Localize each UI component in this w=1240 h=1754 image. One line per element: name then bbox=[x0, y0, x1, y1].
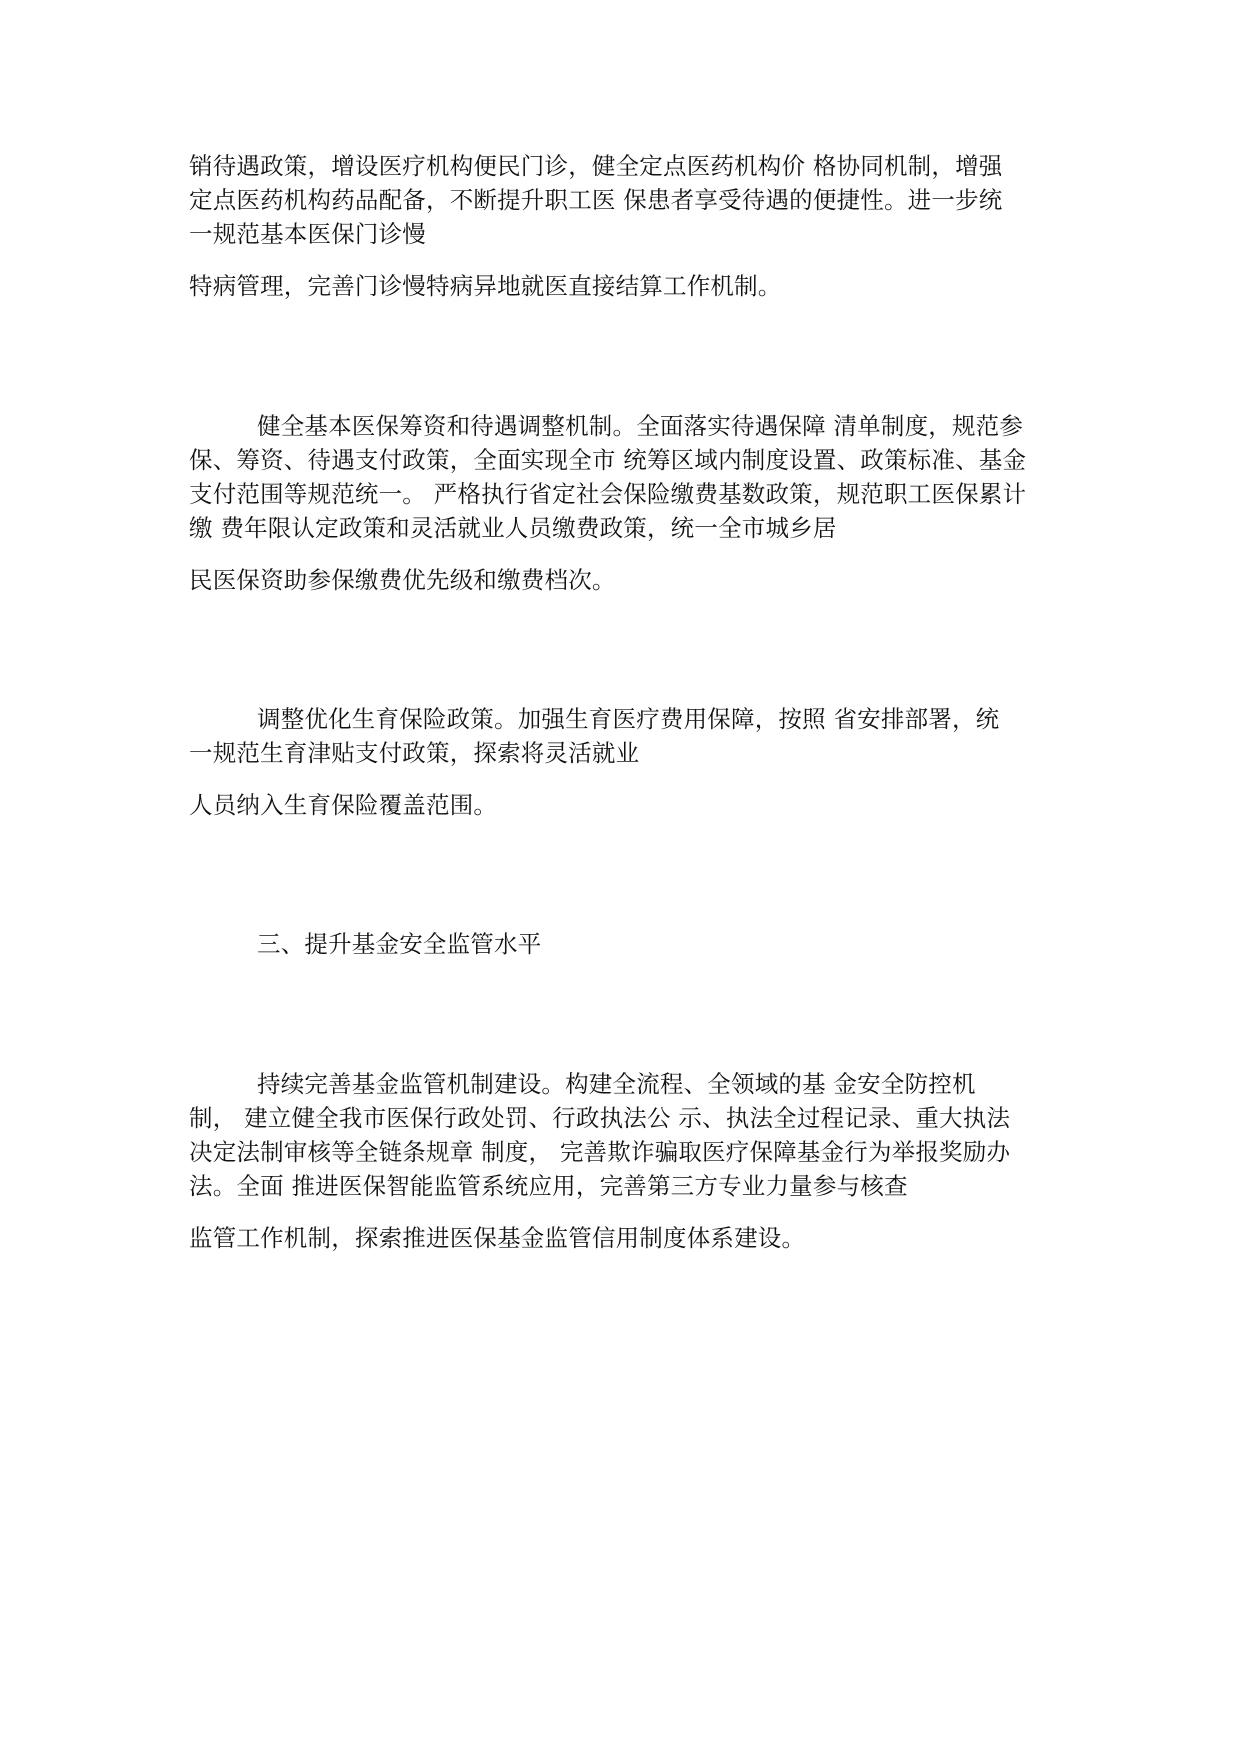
text-line: 决定法制审核等全链条规章 制度， 完善欺诈骗取医疗保障基金行为举报奖励办 bbox=[189, 1138, 1011, 1166]
text-line: 支付范围等规范统一。 严格执行省定社会保险缴费基数政策，规范职工医保累计 bbox=[189, 480, 1027, 508]
text-line: 一规范基本医保门诊慢 bbox=[189, 220, 426, 248]
text-line: 特病管理，完善门诊慢特病异地就医直接结算工作机制。 bbox=[189, 272, 782, 300]
text-line: 健全基本医保筹资和待遇调整机制。全面落实待遇保障 清单制度，规范参 bbox=[257, 412, 1024, 440]
text-line: 缴 费年限认定政策和灵活就业人员缴费政策，统一全市城乡居 bbox=[189, 514, 837, 542]
section-heading: 三、提升基金安全监管水平 bbox=[257, 930, 542, 958]
text-line: 制， 建立健全我市医保行政处罚、行政执法公 示、执法全过程记录、重大执法 bbox=[189, 1104, 1011, 1132]
text-line: 人员纳入生育保险覆盖范围。 bbox=[189, 791, 498, 819]
text-line: 民医保资助参保缴费优先级和缴费档次。 bbox=[189, 566, 616, 594]
text-line: 销待遇政策，增设医疗机构便民门诊，健全定点医药机构价 格协同机制，增强 bbox=[189, 152, 1003, 180]
text-line: 调整优化生育保险政策。加强生育医疗费用保障，按照 省安排部署，统 bbox=[257, 705, 1000, 733]
text-line: 监管工作机制，探索推进医保基金监管信用制度体系建设。 bbox=[189, 1224, 806, 1252]
text-line: 持续完善基金监管机制建设。构建全流程、全领域的基 金安全防控机 bbox=[257, 1070, 976, 1098]
text-line: 保、筹资、待遇支付政策，全面实现全市 统筹区域内制度设置、政策标准、基金 bbox=[189, 446, 1027, 474]
text-line: 一规范生育津贴支付政策，探索将灵活就业 bbox=[189, 739, 640, 767]
text-line: 法。全面 推进医保智能监管系统应用，完善第三方专业力量参与核查 bbox=[189, 1172, 908, 1200]
text-line: 定点医药机构药品配备，不断提升职工医 保患者享受待遇的便捷性。进一步统 bbox=[189, 186, 1003, 214]
